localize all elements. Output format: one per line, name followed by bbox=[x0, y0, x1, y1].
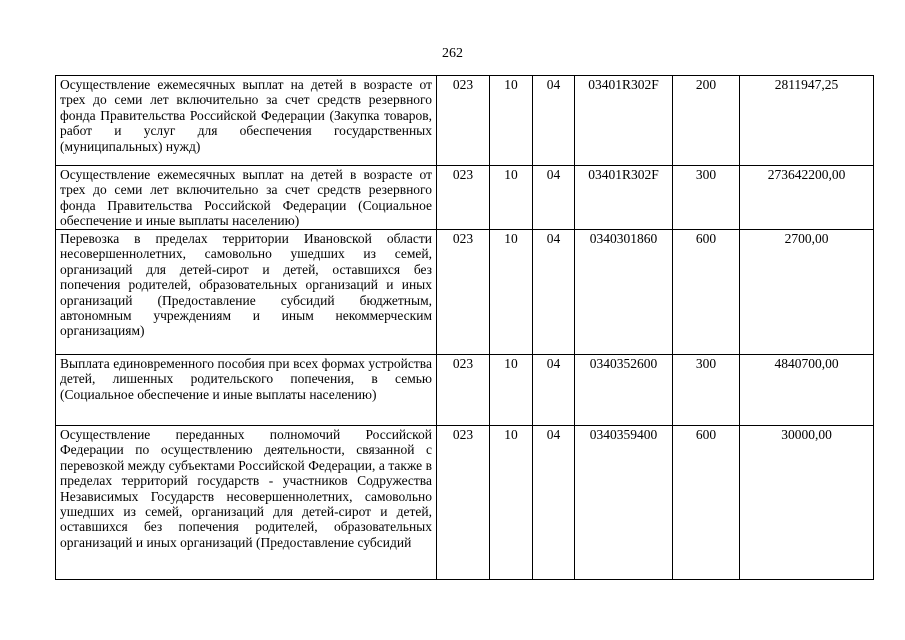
subsection-code: 04 bbox=[533, 230, 575, 355]
section-code: 10 bbox=[490, 426, 533, 580]
target-article-code: 0340359400 bbox=[575, 426, 673, 580]
table-row bbox=[56, 76, 874, 166]
row-description: Осуществление ежемесячных выплат на детей в возрасте от трех до семи лет включительно за счет средств резервного фонда Правительства Российской Федерации (Социальное обеспечение и иные выплаты населению) bbox=[56, 166, 437, 230]
ministry-code: 023 bbox=[437, 76, 490, 166]
amount-value: 4840700,00 bbox=[740, 355, 874, 426]
table-row bbox=[56, 166, 874, 230]
row-description: Выплата единовременного пособия при всех формах устройства детей, лишенных родительского попечения, в семью (Социальное обеспечение и иные выплаты населению) bbox=[56, 355, 437, 426]
row-description: Осуществление переданных полномочий Российской Федерации по осуществлению деятельности, связанной с перевозкой между субъектами Российской Федерации, а также в пределах территорий государств - участников Содружества Независимых Государств несовершеннолетних, самовольно ушедших из семей, организаций для детей-сирот и детей, оставшихся без попечения родителей, образовательных организаций и иных организаций (Предоставление субсидий bbox=[56, 426, 437, 580]
row-description: Перевозка в пределах территории Ивановской области несовершеннолетних, самовольно ушедших из семей, организаций для детей-сирот и детей, оставшихся без попечения родителей, образовательных организаций и иных организаций (Предоставление субсидий бюджетным, автономным учреждениям и иным некоммерческим организациям) bbox=[56, 230, 437, 355]
amount-value: 2700,00 bbox=[740, 230, 874, 355]
target-article-code: 03401R302F bbox=[575, 76, 673, 166]
expense-type-code: 600 bbox=[673, 426, 740, 580]
target-article-code: 03401R302F bbox=[575, 166, 673, 230]
subsection-code: 04 bbox=[533, 355, 575, 426]
table-row bbox=[56, 355, 874, 426]
expense-type-code: 600 bbox=[673, 230, 740, 355]
expense-type-code: 200 bbox=[673, 76, 740, 166]
expense-type-code: 300 bbox=[673, 355, 740, 426]
section-code: 10 bbox=[490, 230, 533, 355]
amount-value: 273642200,00 bbox=[740, 166, 874, 230]
section-code: 10 bbox=[490, 166, 533, 230]
target-article-code: 0340301860 bbox=[575, 230, 673, 355]
amount-value: 30000,00 bbox=[740, 426, 874, 580]
row-description: Осуществление ежемесячных выплат на детей в возрасте от трех до семи лет включительно за счет средств резервного фонда Правительства Российской Федерации (Закупка товаров, работ и услуг для обеспечения государственных (муниципальных) нужд) bbox=[56, 76, 437, 166]
table-row bbox=[56, 426, 874, 580]
target-article-code: 0340352600 bbox=[575, 355, 673, 426]
page-number: 262 bbox=[442, 46, 463, 61]
ministry-code: 023 bbox=[437, 426, 490, 580]
section-code: 10 bbox=[490, 355, 533, 426]
budget-table bbox=[55, 75, 874, 580]
subsection-code: 04 bbox=[533, 426, 575, 580]
section-code: 10 bbox=[490, 76, 533, 166]
ministry-code: 023 bbox=[437, 230, 490, 355]
expense-type-code: 300 bbox=[673, 166, 740, 230]
subsection-code: 04 bbox=[533, 76, 575, 166]
ministry-code: 023 bbox=[437, 355, 490, 426]
ministry-code: 023 bbox=[437, 166, 490, 230]
subsection-code: 04 bbox=[533, 166, 575, 230]
amount-value: 2811947,25 bbox=[740, 76, 874, 166]
table-row bbox=[56, 230, 874, 355]
